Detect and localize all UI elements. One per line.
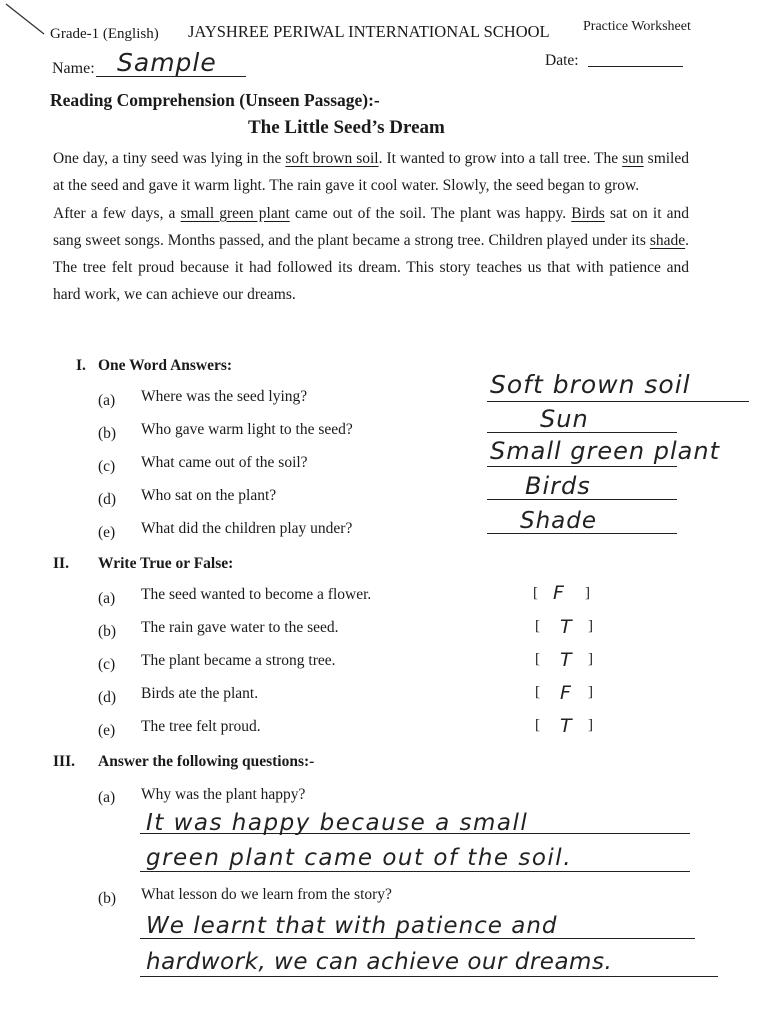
s1-line-d — [487, 499, 677, 500]
s3-answer-a-line2: green plant came out of the soil. — [146, 845, 573, 871]
name-label: Name: — [52, 60, 95, 77]
date-line — [588, 66, 683, 67]
s2-bracket-open-a: [ — [533, 585, 538, 601]
s2-bracket-close-a: ] — [585, 585, 590, 601]
s1-label-e: (e) — [98, 524, 116, 541]
passage-text: came out of the soil. The plant was happy. — [289, 204, 572, 222]
section1-number: I. — [76, 357, 86, 374]
s3-line-b2 — [140, 976, 718, 977]
s2-bracket-open-d: [ — [535, 684, 540, 700]
story-title: The Little Seed’s Dream — [248, 117, 445, 138]
passage-underline: small green plant — [180, 204, 290, 222]
section2-title: Write True or False: — [98, 555, 234, 572]
section3-title: Answer the following questions:- — [98, 753, 315, 770]
s2-label-c: (c) — [98, 656, 116, 673]
name-line — [96, 76, 246, 77]
s2-bracket-open-b: [ — [535, 618, 540, 634]
s1-answer-d: Birds — [525, 472, 591, 500]
s1-label-a: (a) — [98, 392, 116, 409]
s1-answer-e: Shade — [520, 508, 598, 534]
s1-answer-a: Soft brown soil — [490, 370, 691, 399]
s2-answer-c: T — [560, 649, 573, 671]
s2-bracket-open-e: [ — [535, 717, 540, 733]
passage-text: smiled at the seed and gave it warm light. The rain gave it cool water. Slowly, the seed began to grow. — [53, 150, 689, 195]
s2-label-d: (d) — [98, 689, 117, 706]
s3-question-a: Why was the plant happy? — [141, 786, 306, 803]
passage-underline: shade — [649, 231, 686, 249]
school-name: JAYSHREE PERIWAL INTERNATIONAL SCHOOL — [188, 22, 550, 41]
s1-line-b — [487, 432, 677, 433]
s2-question-e: The tree felt proud. — [141, 718, 261, 735]
passage-underline: Birds — [571, 204, 605, 222]
section-title: Reading Comprehension (Unseen Passage):- — [50, 90, 380, 110]
s1-label-d: (d) — [98, 491, 117, 508]
s2-bracket-close-e: ] — [588, 717, 593, 733]
s1-question-b: Who gave warm light to the seed? — [141, 421, 353, 438]
passage-text: . It wanted to grow into a tall tree. The — [378, 150, 623, 167]
s3-line-b1 — [140, 938, 695, 939]
passage-paragraph-1 — [53, 145, 689, 200]
s2-answer-e: T — [560, 715, 573, 737]
corner-mark — [0, 0, 50, 40]
section2-number: II. — [53, 555, 69, 572]
s3-answer-b-line2: hardwork, we can achieve our dreams. — [146, 949, 613, 975]
s3-label-b: (b) — [98, 890, 117, 907]
s1-question-d: Who sat on the plant? — [141, 487, 277, 504]
s2-question-c: The plant became a strong tree. — [141, 652, 336, 669]
passage — [53, 145, 689, 309]
passage-text: One day, a tiny seed was lying in the — [53, 150, 286, 167]
s1-question-e: What did the children play under? — [141, 520, 353, 537]
section1-title: One Word Answers: — [98, 357, 233, 374]
s1-question-a: Where was the seed lying? — [141, 388, 308, 405]
s1-question-c: What came out of the soil? — [141, 454, 308, 471]
s1-answer-b: Sun — [540, 405, 589, 433]
s2-label-e: (e) — [98, 722, 116, 739]
s3-question-b: What lesson do we learn from the story? — [141, 886, 392, 903]
s1-label-b: (b) — [98, 425, 117, 442]
s1-line-a — [487, 401, 749, 402]
s2-bracket-close-c: ] — [588, 651, 593, 667]
s2-bracket-close-b: ] — [588, 618, 593, 634]
s1-line-e — [487, 533, 677, 534]
s3-label-a: (a) — [98, 789, 116, 806]
s3-answer-a-line1: It was happy because a small — [146, 810, 529, 836]
passage-paragraph-2 — [53, 200, 689, 309]
s3-answer-b-line1: We learnt that with patience and — [146, 913, 558, 939]
grade-label: Grade-1 (English) — [50, 26, 159, 42]
s2-label-b: (b) — [98, 623, 117, 640]
passage-text: After a few days, a — [53, 204, 181, 222]
section3-number: III. — [53, 753, 75, 770]
worksheet-type: Practice Worksheet — [583, 19, 691, 34]
s1-line-c — [487, 466, 677, 467]
s2-answer-b: T — [560, 616, 573, 638]
s2-answer-d: F — [560, 682, 572, 704]
s2-answer-a: F — [553, 582, 565, 604]
s1-label-c: (c) — [98, 458, 116, 475]
s3-line-a1 — [140, 833, 690, 834]
s3-line-a2 — [140, 871, 690, 872]
name-value: Sample — [117, 48, 217, 77]
passage-text: sat on it and sang sweet songs. Months passed, and the plant became a strong tree. Children played under its — [53, 204, 689, 249]
s2-bracket-open-c: [ — [535, 651, 540, 667]
s2-question-b: The rain gave water to the seed. — [141, 619, 339, 636]
s2-bracket-close-d: ] — [588, 684, 593, 700]
passage-text: . The tree felt proud because it had followed its dream. This story teaches us that with patience and hard work, we can achieve our dreams. — [53, 231, 689, 304]
s1-answer-c: Small green plant — [490, 437, 720, 465]
s2-question-a: The seed wanted to become a flower. — [141, 586, 372, 603]
s2-label-a: (a) — [98, 590, 116, 607]
date-label: Date: — [545, 52, 579, 69]
passage-underline: sun — [622, 150, 644, 167]
s2-question-d: Birds ate the plant. — [141, 685, 259, 702]
passage-underline: soft brown soil — [285, 150, 379, 167]
